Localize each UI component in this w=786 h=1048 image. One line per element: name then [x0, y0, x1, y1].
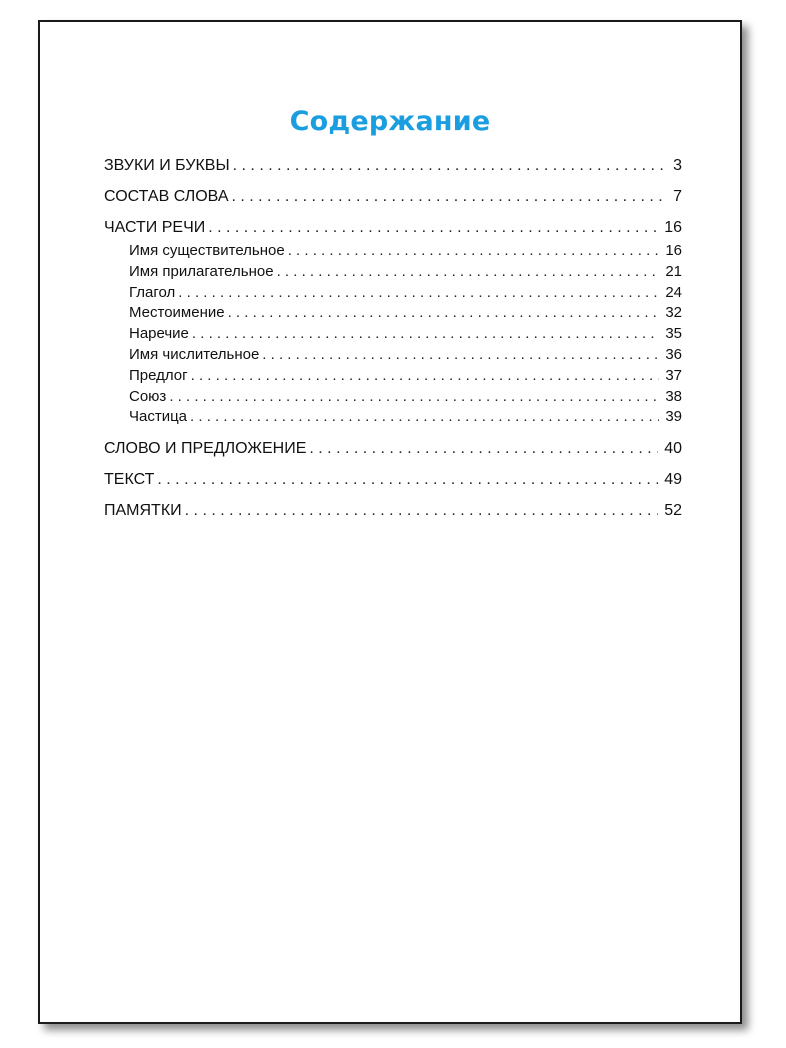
table-of-contents	[104, 153, 682, 524]
toc-entry-page-number: 16	[665, 242, 682, 259]
toc-entry-page-number: 49	[664, 471, 682, 489]
toc-entry-label: Наречие	[129, 325, 189, 343]
toc-entry-label: Глагол	[129, 283, 176, 301]
toc-entry-label: Предлог	[129, 366, 188, 384]
toc-entry-page-number: 39	[665, 408, 682, 426]
dot-leader	[185, 498, 659, 524]
toc-entry-label: ПАМЯТКИ	[104, 502, 182, 520]
toc-entry-page-number: 37	[665, 366, 682, 384]
toc-entry-sostav-slova[interactable]	[104, 184, 682, 210]
toc-entry-page-number: 24	[665, 283, 682, 301]
toc-entry-label: Союз	[129, 387, 167, 405]
toc-subentry-narechie[interactable]	[104, 324, 682, 345]
toc-entry-page-number: 21	[665, 262, 682, 280]
toc-entry-label: ЗВУКИ И БУКВЫ	[104, 157, 230, 174]
toc-subentry-imya-sushchestvitelnoe[interactable]	[104, 241, 682, 262]
toc-subentry-glagol[interactable]	[104, 283, 682, 304]
toc-entry-label: СОСТАВ СЛОВА	[104, 188, 229, 205]
toc-entry-pamyatki[interactable]	[104, 498, 682, 524]
toc-subentry-predlog[interactable]	[104, 366, 682, 387]
dot-leader	[169, 387, 659, 408]
dot-leader	[277, 262, 660, 283]
dot-leader	[157, 467, 658, 493]
toc-entry-label: Имя существительное	[129, 242, 285, 259]
toc-entry-slovo-i-predlozhenie[interactable]	[104, 436, 682, 462]
dot-leader	[208, 215, 658, 241]
toc-subentry-chastitsa[interactable]	[104, 407, 682, 428]
toc-entry-label: Частица	[129, 408, 188, 426]
dot-leader	[191, 366, 660, 387]
dot-leader	[231, 184, 667, 210]
toc-entry-page-number: 52	[664, 502, 682, 520]
page-title: Содержание	[289, 106, 491, 137]
toc-entry-page-number: 40	[664, 440, 682, 458]
toc-subentry-soyuz[interactable]	[104, 387, 682, 408]
toc-entry-label: СЛОВО И ПРЕДЛОЖЕНИЕ	[104, 440, 307, 458]
dot-leader	[190, 407, 659, 428]
toc-subentry-imya-chislitelnoe[interactable]	[104, 345, 682, 366]
toc-entry-page-number: 16	[664, 219, 682, 236]
dot-leader	[228, 303, 660, 324]
toc-entry-label: ЧАСТИ РЕЧИ	[104, 219, 206, 236]
dot-leader	[262, 345, 659, 366]
toc-subentry-mestoimenie[interactable]	[104, 303, 682, 324]
document-page	[38, 20, 742, 1024]
dot-leader	[178, 283, 659, 304]
toc-entry-page-number: 36	[665, 345, 682, 363]
toc-entry-chasti-rechi[interactable]	[104, 215, 682, 241]
dot-leader	[309, 436, 658, 462]
toc-entry-page-number: 32	[665, 304, 682, 322]
toc-entry-tekst[interactable]	[104, 467, 682, 493]
toc-entry-page-number: 38	[665, 387, 682, 405]
toc-entry-zvuki-i-bukvy[interactable]	[104, 153, 682, 179]
dot-leader	[288, 241, 660, 262]
toc-subentry-imya-prilagatelnoe[interactable]	[104, 262, 682, 283]
toc-entry-label: Имя числительное	[129, 345, 260, 363]
dot-leader	[233, 153, 667, 179]
toc-entry-page-number: 35	[665, 325, 682, 343]
toc-entry-label: Имя прилагательное	[129, 262, 274, 280]
toc-entry-label: Местоимение	[129, 304, 225, 322]
toc-entry-page-number: 3	[673, 157, 682, 174]
toc-entry-label: ТЕКСТ	[104, 471, 155, 489]
toc-entry-page-number: 7	[673, 188, 682, 205]
dot-leader	[192, 324, 659, 345]
